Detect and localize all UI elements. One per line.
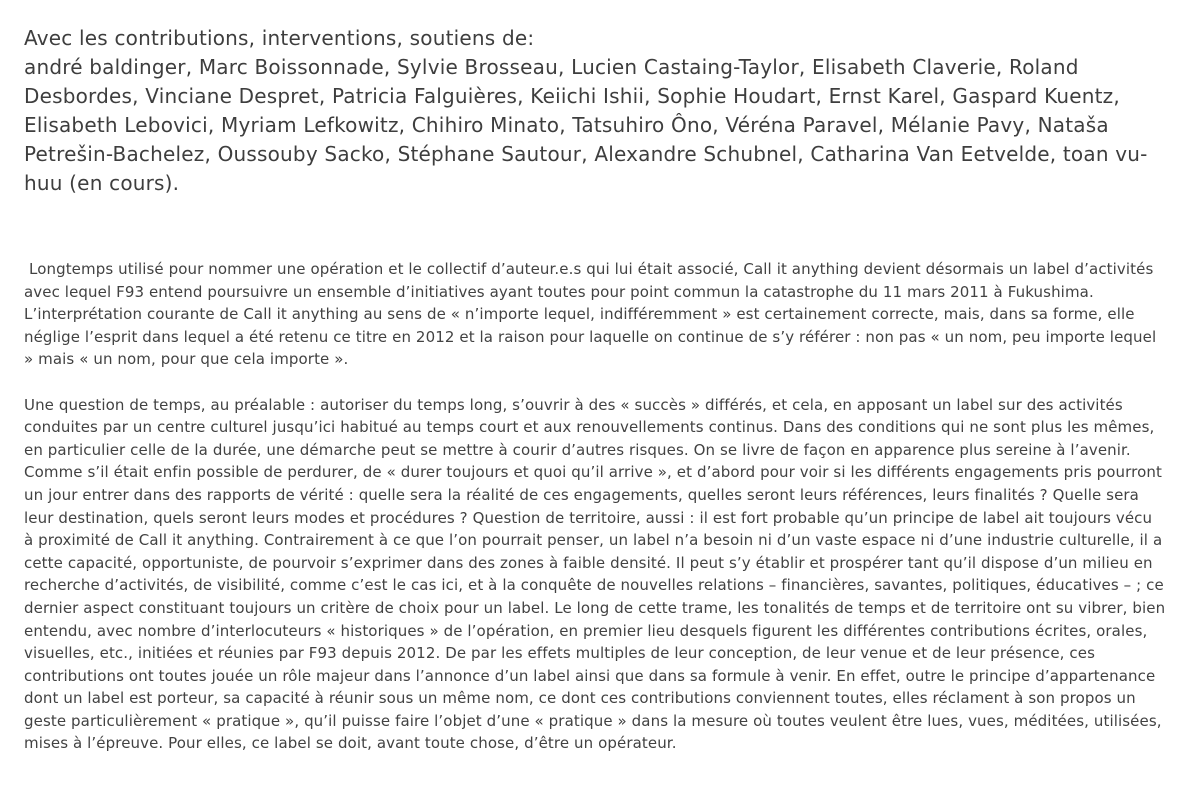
contributors-block bbox=[24, 24, 1150, 198]
paragraph-question-de-temps: Une question de temps, au préalable : autoriser du temps long, s’ouvrir à des « succès » différés, et cela, en apposant un label sur des activités conduites par un centre culturel jusqu’ici habitué au temps court et aux renouvellements continus. Dans des conditions qui ne sont plus les mêmes, en particulier celle de la durée, une démarche peut se mettre à courir d’autres risques. On se livre de façon en apparence plus sereine à l’avenir. Comme s’il était enfin possible de perdurer, de « durer toujours et quoi qu’il arrive », et d’abord pour voir si les différents engagements pris pourront un jour entrer dans des rapports de vérité : quelle sera la réalité de ces engagements, quelles seront leurs références, leurs finalités ? Quelle sera leur destination, quels seront leurs modes et procédures ? Question de territoire, aussi : il est fort probable qu’un principe de label ait toujours vécu à proximité de Call it anything. Contrairement à ce que l’on pourrait penser, un label n’a besoin ni d’un vaste espace ni d’une industrie culturelle, il a cette capacité, opportuniste, de pourvoir s’exprimer dans des zones à faible densité. Il peut s’y établir et prospérer tant qu’il dispose d’un milieu en recherche d’activités, de visibilité, comme c’est le cas ici, et à la conquête de nouvelles relations – financières, savantes, politiques, éducatives – ; ce dernier aspect constituant toujours un critère de choix pour un label. Le long de cette trame, les tonalités de temps et de territoire ont su vibrer, bien entendu, avec nombre d’interlocuteurs « historiques » de l’opération, en premier lieu desquels figurent les différentes contributions écrites, orales, visuelles, etc., initiées et réunies par F93 depuis 2012. De par les effets multiples de leur conception, de leur venue et de leur présence, ces contributions ont toutes jouée un rôle majeur dans l’annonce d’un label ainsi que dans sa formule à venir. En effet, outre le principe d’appartenance dont un label est porteur, sa capacité à réunir sous un même nom, ce dont ces contributions conviennent toutes, elles réclament à son propos un geste particulièrement « pratique », qu’il puisse faire l’objet d’une « pratique » dans la mesure où toutes veulent être lues, vues, méditées, utilisées, mises à l’épreuve. Pour elles, ce label se doit, avant toute chose, d’être un opérateur. bbox=[24, 395, 1166, 753]
contributors-names: andré baldinger, Marc Boissonnade, Sylvie Brosseau, Lucien Castaing-Taylor, Elisabeth Claverie, Roland Desbordes, Vinciane Despret, Patricia Falguières, Keiichi Ishii, Sophie Houdart, Ernst Karel, Gaspard Kuentz, Elisabeth Lebovici, Myriam Lefkowitz, Chihiro Minato, Tatsuhiro Ôno, Véréna Paravel, Mélanie Pavy, Nataša Petrešin-Bachelez, Oussouby Sacko, Stéphane Sautour, Alexandre Schubnel, Catharina Van Eetvelde, toan vu-huu (en cours). bbox=[24, 55, 1148, 195]
contributors-intro: Avec les contributions, interventions, soutiens de: bbox=[24, 26, 535, 50]
paragraph-label-history: Longtemps utilisé pour nommer une opération et le collectif d’auteur.e.s qui lui était associé, Call it anything devient désormais un label d’activités avec lequel F93 entend poursuivre un ensemble d’initiatives ayant toutes pour point commun la catastrophe du 11 mars 2011 à Fukushima. L’interprétation courante de Call it anything au sens de « n’importe lequel, indifféremment » est certainement correcte, mais, dans sa forme, elle néglige l’esprit dans lequel a été retenu ce titre en 2012 et la raison pour laquelle on continue de s’y référer : non pas « un nom, peu importe lequel » mais « un nom, pour que cela importe ». bbox=[24, 260, 1157, 369]
body-text-block bbox=[24, 258, 1166, 755]
